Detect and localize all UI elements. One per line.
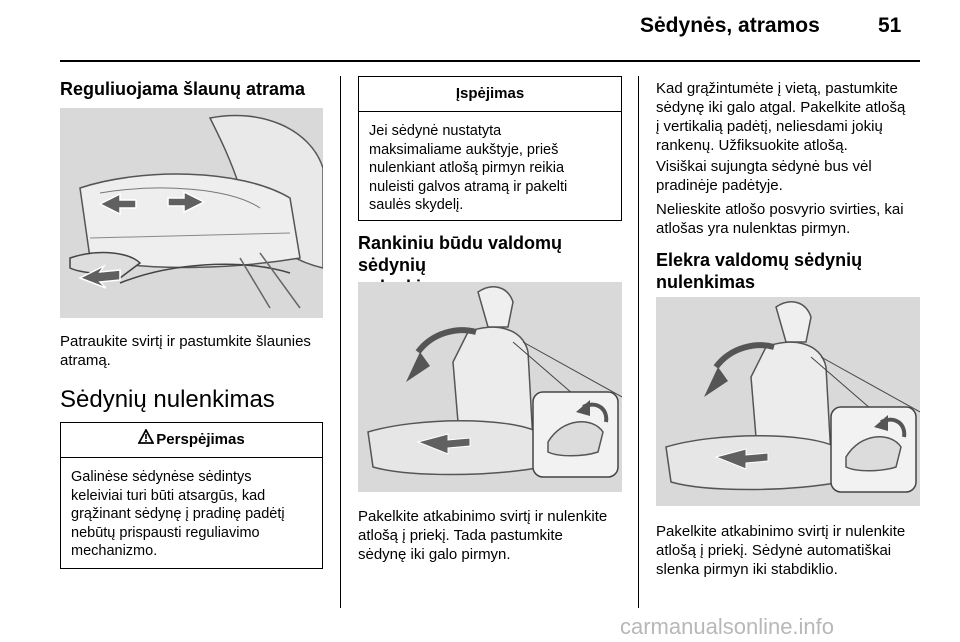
figure-manual-folding bbox=[358, 282, 622, 492]
para-lever-line: atlošas yra nulenktas pirmyn. bbox=[656, 220, 851, 237]
running-header-title: Sėdynės, atramos bbox=[640, 14, 820, 37]
notice-line: saulės skydelį. bbox=[369, 197, 464, 213]
col1-para1 bbox=[60, 332, 335, 370]
electric-folding-illustration bbox=[656, 297, 920, 506]
para-manual-line: atlošą į priekį. Tada pastumkite bbox=[358, 527, 563, 544]
warning-box-header bbox=[61, 423, 322, 458]
para-connected-line: pradinėje padėtyje. bbox=[656, 177, 783, 194]
col3-heading-wrap bbox=[656, 249, 931, 293]
section-heading-seat-folding: Sėdynių nulenkimas bbox=[60, 386, 275, 413]
page-number: 51 bbox=[878, 14, 902, 37]
section-heading-manual-folding-line-1: Rankiniu būdu valdomų sėdynių bbox=[358, 233, 563, 275]
notice-line: nuleisti galvos atramą ir pakelti bbox=[369, 178, 568, 195]
section-heading-electric-folding-line-2: nulenkimas bbox=[656, 272, 756, 292]
section-heading-thigh-support: Reguliuojama šlaunų atrama bbox=[60, 79, 306, 99]
warning-line: nebūtų prispausti reguliavimo bbox=[71, 524, 260, 541]
column-divider-1 bbox=[340, 76, 341, 608]
notice-line: Jei sėdynė nustatyta bbox=[369, 123, 502, 139]
para-electric-line: Pakelkite atkabinimo svirtį ir nulenkite bbox=[656, 523, 906, 540]
warning-line: grąžinant sėdynę į pradinę padėtį bbox=[71, 506, 285, 522]
col2-para bbox=[358, 507, 630, 564]
para-electric-line: slenka pirmyn iki stabdiklio. bbox=[656, 561, 838, 578]
col3-para3 bbox=[656, 200, 931, 238]
col1-heading1 bbox=[60, 78, 330, 100]
para-electric-line: atlošą į priekį. Sėdynė automatiškai bbox=[656, 542, 892, 559]
notice-body bbox=[359, 112, 621, 225]
para-restore-line: į vertikalią padėtį, neliesdami jokių bbox=[656, 118, 883, 135]
thigh-support-illustration bbox=[60, 108, 323, 318]
para-lever-line: Nelieskite atlošo posvyrio svirties, kai bbox=[656, 201, 904, 218]
watermark: carmanualsonline.info bbox=[620, 614, 835, 639]
warning-line: Galinėse sėdynėse sėdintys bbox=[71, 469, 252, 485]
warning-box bbox=[60, 422, 323, 569]
notice-line: maksimaliame aukštyje, prieš bbox=[369, 141, 559, 158]
para-manual-line: sėdynę iki galo pirmyn. bbox=[358, 546, 511, 563]
notice-box bbox=[358, 76, 622, 221]
warning-line: mechanizmo. bbox=[71, 543, 158, 559]
figure-thigh-support bbox=[60, 108, 323, 318]
warning-title: Perspėjimas bbox=[156, 431, 245, 448]
para-connected-line: Visiškai sujungta sėdynė bus vėl bbox=[656, 158, 872, 175]
warning-line: keleiviai turi būti atsargūs, kad bbox=[71, 487, 266, 504]
para-thigh-line-1: Patraukite svirtį ir pastumkite šlaunies bbox=[60, 333, 311, 350]
warning-triangle-icon bbox=[138, 423, 154, 457]
figure-electric-folding bbox=[656, 297, 920, 506]
para-manual-line: Pakelkite atkabinimo svirtį ir nulenkite bbox=[358, 508, 608, 525]
warning-body bbox=[61, 458, 322, 571]
notice-line: nulenkiant atlošą pirmyn reikia bbox=[369, 160, 565, 176]
header-rule bbox=[60, 60, 920, 62]
manual-folding-illustration bbox=[358, 282, 622, 492]
col3-para2 bbox=[656, 157, 931, 195]
notice-box-header bbox=[359, 77, 621, 112]
section-heading-electric-folding-line-1: Elekra valdomų sėdynių bbox=[656, 250, 863, 270]
notice-title: Įspėjimas bbox=[455, 85, 525, 102]
col1-heading2-wrap bbox=[60, 386, 335, 414]
para-restore-line: rankenų. Užfiksuokite atlošą. bbox=[656, 137, 848, 154]
col3-para4 bbox=[656, 522, 931, 579]
column-divider-2 bbox=[638, 76, 639, 608]
para-restore-line: sėdynę iki galo atgal. Pakelkite atlošą bbox=[656, 99, 906, 116]
para-restore-line: Kad grąžintumėte į vietą, pastumkite bbox=[656, 80, 898, 97]
para-thigh-line-2: atramą. bbox=[60, 352, 111, 369]
col3-para1 bbox=[656, 79, 931, 155]
